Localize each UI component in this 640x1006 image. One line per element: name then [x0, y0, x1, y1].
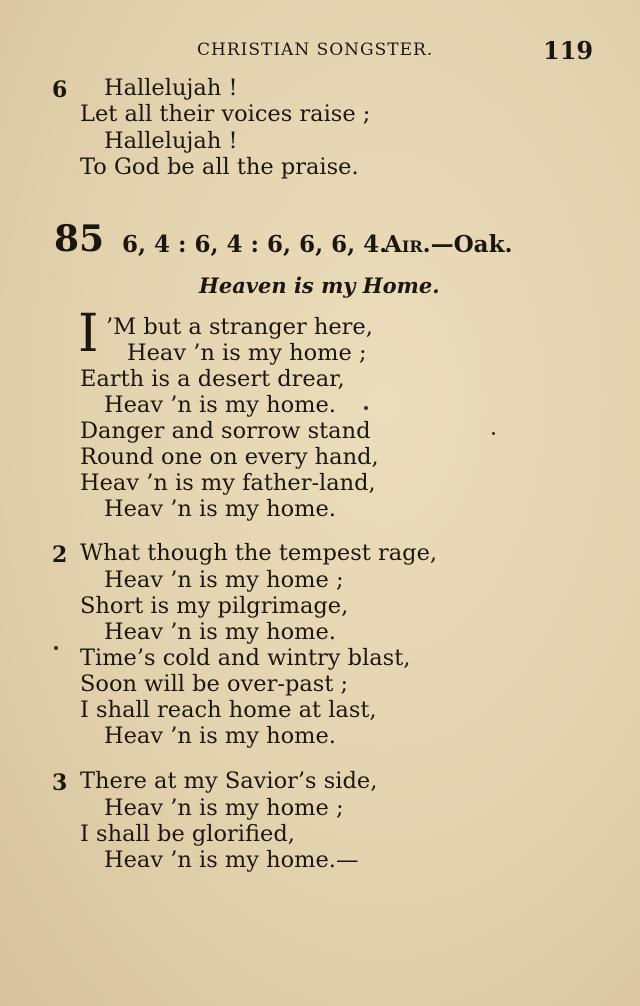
tune-prefix: Air. [384, 231, 431, 258]
verse-line: Heav ’n is my home ; [127, 340, 367, 366]
verse-line: To God be all the praise. [80, 154, 359, 180]
verse-line: Heav ’n is my home. [104, 619, 336, 645]
running-title: CHRISTIAN SONGSTER. [197, 40, 434, 60]
verse-line: Earth is a desert drear, [80, 366, 345, 392]
verse-line: Time’s cold and wintry blast, [80, 645, 411, 671]
page-number: 119 [543, 36, 594, 65]
verse-line: There at my Savior’s side, [80, 768, 378, 794]
verse-line: Heav ’n is my home ; [104, 795, 344, 821]
verse-line: Hallelujah ! [104, 75, 238, 101]
verse-line: ’M but a stranger here, [106, 314, 373, 340]
print-speck [54, 646, 58, 650]
verse-line: Heav ’n is my father-land, [80, 470, 376, 496]
tune-name: —Oak. [430, 231, 513, 258]
verse-line: Heav ’n is my home.— [104, 847, 359, 873]
verse-line: Hallelujah ! [104, 128, 238, 154]
verse-number: 3 [52, 770, 68, 796]
hymn-number: 85 [54, 218, 105, 260]
verse-number: 6 [52, 77, 68, 103]
verse-line: What though the tempest rage, [80, 540, 438, 566]
verse-line: Danger and sorrow stand [80, 418, 371, 444]
verse-line: I shall reach home at last, [80, 697, 377, 723]
print-speck [364, 406, 368, 410]
drop-cap: I [78, 304, 99, 364]
verse-line: I shall be glorified, [80, 821, 295, 847]
verse-line: Heav ’n is my home. [104, 392, 336, 418]
verse-line: Heav ’n is my home ; [104, 567, 344, 593]
verse-line: Round one on every hand, [80, 444, 379, 470]
verse-line: Soon will be over-past ; [80, 671, 349, 697]
verse-number: 2 [52, 542, 68, 568]
verse-line: Let all their voices raise ; [80, 101, 371, 127]
hymn-title: Heaven is my Home. [199, 273, 440, 298]
hymn-meter: 6, 4 : 6, 4 : 6, 6, 6, 4. [122, 231, 388, 258]
hymn-tune [384, 231, 513, 258]
print-speck [492, 432, 495, 435]
verse-line: Heav ’n is my home. [104, 496, 336, 522]
verse-line: Heav ’n is my home. [104, 723, 336, 749]
verse-line: Short is my pilgrimage, [80, 593, 349, 619]
